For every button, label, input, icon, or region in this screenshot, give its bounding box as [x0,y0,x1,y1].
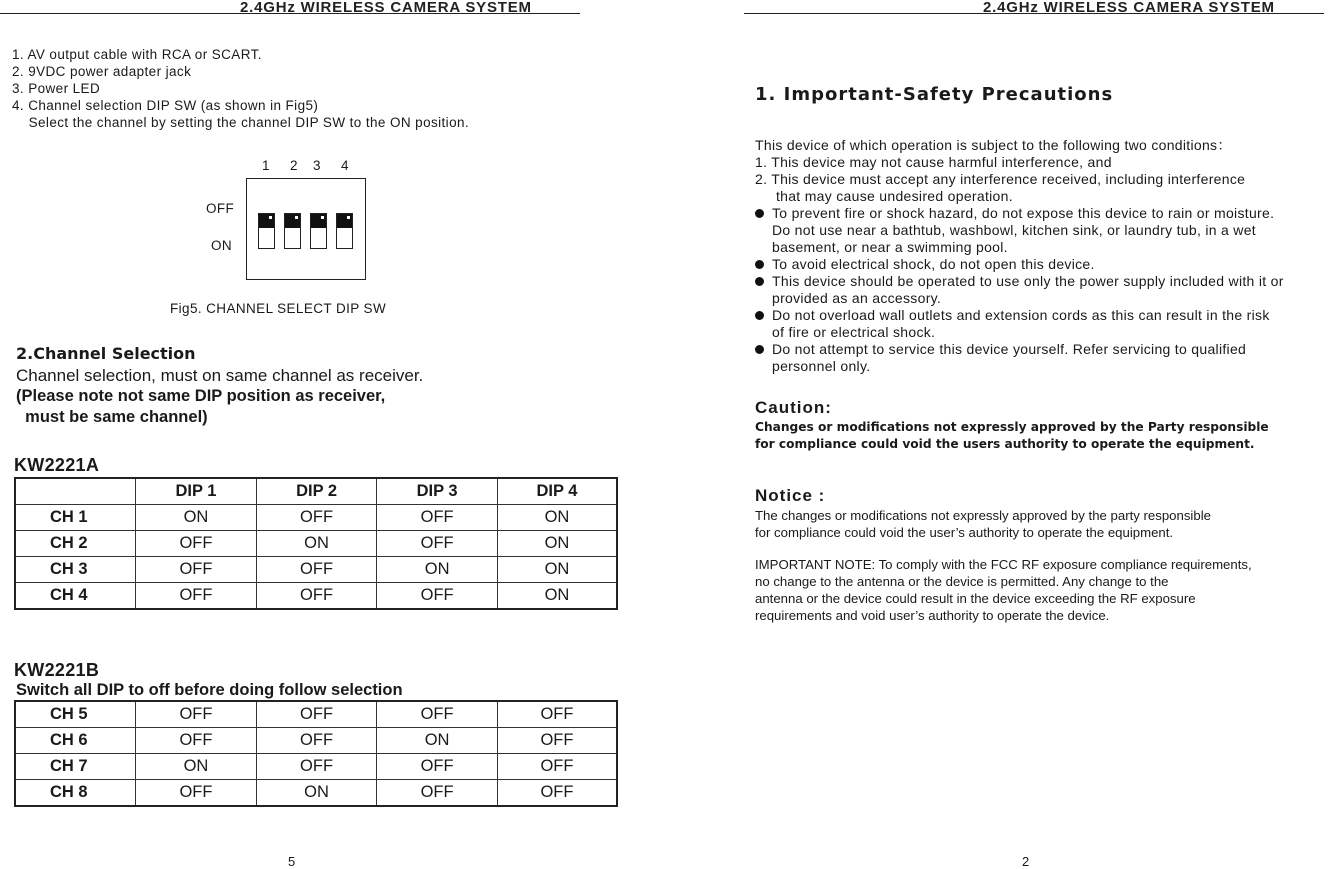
caution-text [755,419,1269,453]
bullet-icon [755,345,764,354]
bullet-icon [755,311,764,320]
table-cell: ON [256,780,377,807]
dip-table-b [14,700,618,807]
table-cell: OFF [136,728,257,754]
table-header-cell: DIP 2 [256,478,377,505]
table-cell: OFF [256,754,377,780]
dip-off-label: OFF [206,201,235,216]
table-row [15,505,617,531]
dip-switch-3 [310,213,327,249]
table-cell: ON [136,754,257,780]
table-cell: ON [497,583,617,610]
dip-number-2: 2 [290,158,298,173]
table-header-cell: DIP 3 [377,478,498,505]
table-row [15,583,617,610]
table-cell: ON [256,531,377,557]
channel-selection-text: Channel selection, must on same channel as receiver. [16,366,424,385]
dip-on-label: ON [211,238,233,253]
table-header-cell: DIP 1 [136,478,257,505]
table-cell: CH 8 [15,780,136,807]
bullet-item [755,205,1284,256]
dip-switch-4 [336,213,353,249]
table-cell: OFF [256,505,377,531]
dip-number-1: 1 [262,158,270,173]
list-item: 1. AV output cable with RCA or SCART. [12,47,262,62]
dip-switch-1 [258,213,275,249]
bullet-text: basement, or near a swimming pool. [772,239,1008,255]
notice-heading: Notice : [755,486,826,505]
bullet-item [755,273,1284,307]
table-cell: OFF [377,531,498,557]
left-page-number: 5 [288,854,296,869]
list-item: Select the channel by setting the channel DIP SW to the ON position. [12,115,470,130]
table-cell: OFF [136,557,257,583]
important-line: no change to the antenna or the device is permitted. Any change to the [755,574,1169,589]
bullet-text: This device should be operated to use only the power supply included with it or [772,273,1284,289]
list-item: 2. 9VDC power adapter jack [12,64,192,79]
table-b-subtitle: Switch all DIP to off before doing follow selection [16,681,403,699]
bullet-icon [755,260,764,269]
table-row [15,754,617,780]
table-cell: CH 2 [15,531,136,557]
table-cell: ON [136,505,257,531]
safety-bullets [755,205,1284,375]
table-cell: CH 6 [15,728,136,754]
notice-line: for compliance could void the user’s authority to operate the equipment. [755,525,1174,540]
bullet-text: Do not use near a bathtub, washbowl, kitchen sink, or laundry tub, in a wet [772,222,1256,238]
table-cell: OFF [377,780,498,807]
bullet-icon [755,209,764,218]
table-cell: OFF [497,701,617,728]
bullet-text: personnel only. [772,358,871,374]
table-cell: OFF [497,754,617,780]
list-item: 4. Channel selection DIP SW (as shown in Fig5) [12,98,319,113]
right-page-number: 2 [1022,854,1030,869]
table-b-title: KW2221B [14,660,100,680]
safety-heading: 1. Important-Safety Precautions [755,84,1114,105]
table-row [15,701,617,728]
table-cell: OFF [497,780,617,807]
important-line: requirements and void user’s authority to operate the device. [755,608,1110,623]
table-cell: ON [377,557,498,583]
table-row [15,728,617,754]
dip-switch-2 [284,213,301,249]
table-cell: OFF [497,728,617,754]
table-cell: OFF [136,780,257,807]
table-cell: OFF [377,583,498,610]
bullet-text: of fire or electrical shock. [772,324,936,340]
figure-caption: Fig5. CHANNEL SELECT DIP SW [170,301,387,316]
table-cell: CH 7 [15,754,136,780]
table-cell: OFF [256,728,377,754]
dip-number-4: 4 [341,158,349,173]
table-header-cell: DIP 4 [497,478,617,505]
intro-line: that may cause undesired operation. [755,188,1013,204]
table-cell: OFF [256,583,377,610]
table-a-title: KW2221A [14,455,100,475]
table-cell: OFF [256,557,377,583]
important-line: IMPORTANT NOTE: To comply with the FCC RF exposure compliance requirements, [755,557,1252,572]
dip-switch-figure [246,178,366,280]
table-row [15,531,617,557]
notice-line: The changes or modifications not expressly approved by the party responsible [755,508,1211,523]
table-cell: CH 5 [15,701,136,728]
list-item: 3. Power LED [12,81,101,96]
important-line: antenna or the device could result in the device exceeding the RF exposure [755,591,1196,606]
notice-text [755,507,1211,541]
dip-table-a [14,477,618,610]
table-cell: ON [377,728,498,754]
table-cell: OFF [136,701,257,728]
table-cell: CH 1 [15,505,136,531]
bullet-item [755,256,1284,273]
table-cell: ON [497,505,617,531]
table-header-cell [15,478,136,505]
table-cell: OFF [136,583,257,610]
important-note [755,556,1252,624]
table-cell: OFF [377,505,498,531]
bullet-text: provided as an accessory. [772,290,942,306]
bullet-item [755,341,1284,375]
channel-selection-note-2: must be same channel) [16,408,208,426]
table-cell: OFF [377,754,498,780]
right-header-title: 2.4GHz WIRELESS CAMERA SYSTEM [983,0,1275,16]
safety-intro [755,137,1245,205]
left-header-title: 2.4GHz WIRELESS CAMERA SYSTEM [240,0,532,16]
table-header-row [15,478,617,505]
dip-number-3: 3 [313,158,321,173]
table-cell: OFF [256,701,377,728]
caution-line: for compliance could void the users authority to operate the equipment. [755,437,1255,451]
table-cell: OFF [377,701,498,728]
bullet-text: To avoid electrical shock, do not open this device. [772,256,1095,272]
table-cell: ON [497,557,617,583]
channel-selection-heading: 2.Channel Selection [16,344,196,363]
caution-heading: Caution: [755,398,832,417]
table-row [15,780,617,807]
bullet-item [755,307,1284,341]
bullet-icon [755,277,764,286]
intro-line: This device of which operation is subject to the following two conditions： [755,137,1232,153]
table-cell: ON [497,531,617,557]
table-cell: CH 4 [15,583,136,610]
bullet-text: To prevent fire or shock hazard, do not expose this device to rain or moisture. [772,205,1275,221]
table-row [15,557,617,583]
channel-selection-note-1: (Please note not same DIP position as receiver, [16,387,386,405]
bullet-text: Do not overload wall outlets and extension cords as this can result in the risk [772,307,1270,323]
intro-line: 2. This device must accept any interference received, including interference [755,171,1246,187]
component-list [12,46,469,131]
caution-line: Changes or modifications not expressly approved by the Party responsible [755,420,1269,434]
bullet-text: Do not attempt to service this device yourself. Refer servicing to qualified [772,341,1247,357]
intro-line: 1. This device may not cause harmful interference, and [755,154,1112,170]
table-cell: OFF [136,531,257,557]
table-cell: CH 3 [15,557,136,583]
